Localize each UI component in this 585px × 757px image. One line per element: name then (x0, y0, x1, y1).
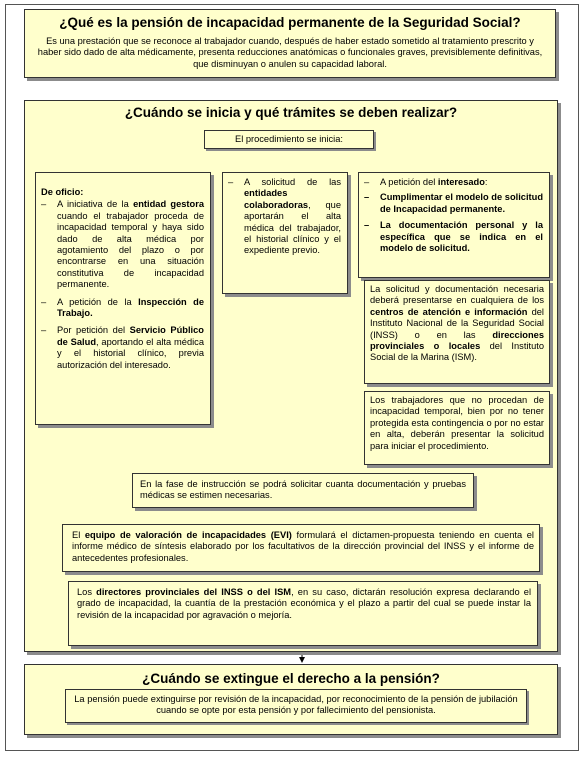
resolution-box (68, 581, 538, 646)
definition-box (24, 9, 556, 78)
ex-officio-item-entity: – A iniciativa de la entidad gestora cuando el trabajador proceda de incapacidad temporal y haya sido dado de alta médica por agotamiento del plazo o por encontrarse en una situación constitutiva de incapacidad permanente. (41, 199, 204, 290)
extinction-text: La pensión puede extinguirse por revisión de la incapacidad, por reconocimiento de la pensión de jubilación cuando se opte por esta pensión y por fallecimiento del pensionista. (74, 694, 518, 716)
submission-places-box (364, 280, 550, 384)
unprotected-workers-text: Los trabajadores que no procedan de incapacidad temporal, bien por no tener protegida esta contingencia o por no estar en alta, deberán presentar la solicitud para iniciar el procedimiento. (370, 395, 544, 451)
procedure-start-box (204, 130, 374, 149)
ex-officio-item-health: – Por petición del Servicio Público de Salud, aportando el alta médica y el historial clínico, previa autorización del interesado. (41, 325, 204, 370)
instruction-phase-box (132, 473, 474, 508)
extinction-title: ¿Cuándo se extingue el derecho a la pensión? (142, 671, 440, 686)
unprotected-workers-box (364, 391, 550, 465)
instruction-phase-text: En la fase de instrucción se podrá solicitar cuanta documentación y pruebas médicas se estimen necesarias. (140, 479, 466, 501)
evi-box (62, 524, 540, 572)
extinction-section (24, 664, 558, 735)
applicant-request-heading: – A petición del interesado: (364, 177, 488, 187)
resolution-text: Los directores provinciales del INSS o del ISM, en su caso, dictarán resolución expresa declarando el grado de incapacidad, la cuantía de la prestación económica y el plazo a partir del cual se puede instar la revisión de la incapacidad por agravación o mejoría. (77, 587, 532, 620)
collaborating-entities-item: – A solicitud de las entidades colaboradoras, que aportarán el alta médica del trabajador, el historial clínico y el expediente previo. (228, 177, 341, 256)
submission-places-text: La solicitud y documentación necesaria deberá presentarse en cualquiera de los centros de atención e información del Instituto Nacional de la Seguridad Social (INSS) o en las direcciones provinciales o locales del Instituto Social de la Marina (ISM). (370, 284, 544, 363)
evi-text: El equipo de valoración de incapacidades (EVI) formulará el dictamen-propuesta teniendo en cuenta el informe médico de síntesis elaborado por los facultativos de la dirección provincial del INSS y el informe de antecedentes profesionales. (72, 530, 534, 563)
procedure-start-label: El procedimiento se inicia: (235, 134, 343, 144)
extinction-text-box (65, 689, 527, 723)
applicant-requirement-docs: – La documentación personal y la específica que se indica en el modelo de solicitud. (364, 220, 543, 254)
collaborating-entities-box (222, 172, 348, 294)
definition-title: ¿Qué es la pensión de incapacidad permanente de la Seguridad Social? (59, 15, 521, 30)
applicant-requirement-form: – Cumplimentar el modelo de solicitud de Incapacidad permanente. (364, 192, 543, 214)
ex-officio-item-inspection: – A petición de la Inspección de Trabajo. (41, 296, 204, 319)
ex-officio-heading: De oficio: (41, 187, 84, 197)
ex-officio-box (35, 172, 211, 425)
initiation-title: ¿Cuándo se inicia y qué trámites se deben realizar? (124, 105, 458, 120)
applicant-request-box (358, 172, 550, 278)
definition-text: Es una prestación que se reconoce al trabajador cuando, después de haber estado sometido al tratamiento prescrito y haber sido dado de alta médicamente, presenta reducciones anatómicas o funcionales graves, previsiblemente definitivas, que disminuyan o anulen su capacidad laboral. (37, 36, 543, 69)
